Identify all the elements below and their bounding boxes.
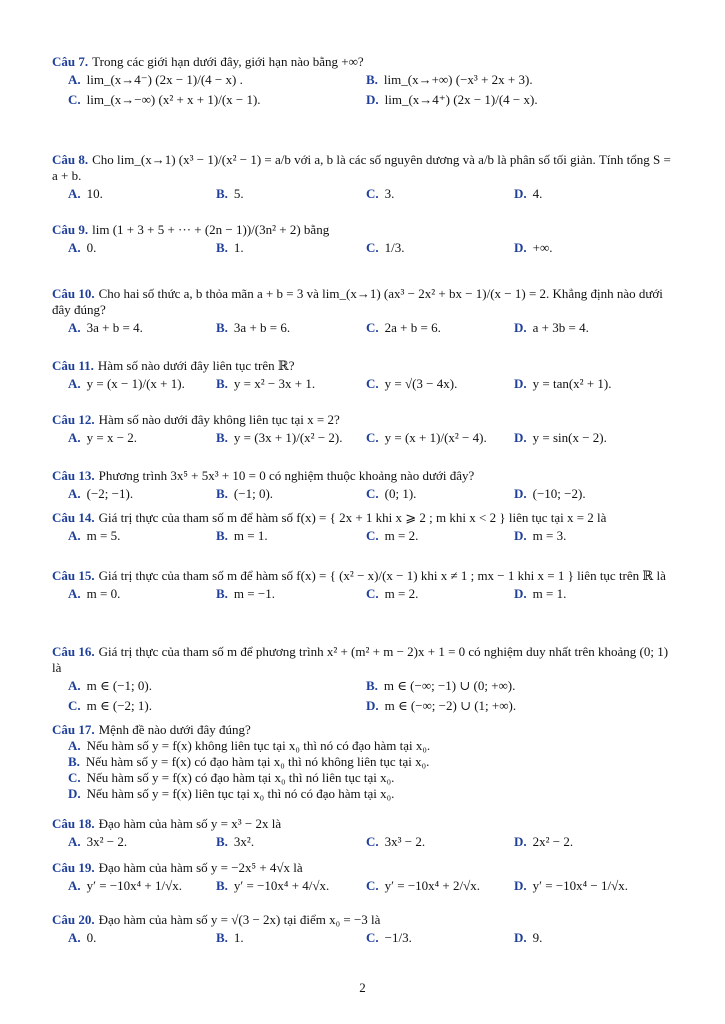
question-stem <box>52 222 677 238</box>
option-text: m = 0. <box>86 586 121 601</box>
option-label: B. <box>216 834 228 849</box>
option-label: A. <box>68 930 81 945</box>
answer-option <box>68 878 182 894</box>
option-label: B. <box>216 186 228 201</box>
question <box>52 568 677 604</box>
question-text: Cho hai số thức a, b thỏa mãn a + b = 3 và lim_(x→1) (ax³ − 2x² + bx − 1)/(x − 1) = 2. Khẳng định nào dưới đây đúng? <box>52 286 663 317</box>
question <box>52 54 677 110</box>
answer-option <box>366 240 405 256</box>
option-text: y = x − 2. <box>86 430 138 445</box>
answer-option <box>68 754 677 770</box>
options-row <box>52 698 677 716</box>
question-number: Câu 17. <box>52 722 95 737</box>
option-text: 1/3. <box>384 240 405 255</box>
option-text: 9. <box>532 930 543 945</box>
question-number: Câu 12. <box>52 412 95 427</box>
question-number: Câu 13. <box>52 468 95 483</box>
answer-option <box>216 376 315 392</box>
option-label: D. <box>366 92 379 107</box>
option-label: A. <box>68 376 81 391</box>
options-row <box>52 834 677 852</box>
option-label: C. <box>68 698 81 713</box>
question <box>52 644 677 716</box>
question-stem <box>52 912 677 928</box>
option-text: 1. <box>233 240 244 255</box>
option-label: D. <box>514 240 527 255</box>
option-label: B. <box>366 72 378 87</box>
answer-option <box>216 834 254 850</box>
answer-option <box>68 430 137 446</box>
option-label: B. <box>216 528 228 543</box>
option-label: D. <box>514 878 527 893</box>
answer-option <box>216 186 244 202</box>
question-text: Cho lim_(x→1) (x³ − 1)/(x² − 1) = a/b với a, b là các số nguyên dương và a/b là phân số tối giản. Tính tổng S = a + b. <box>52 152 671 183</box>
option-label: D. <box>514 834 527 849</box>
answer-option <box>68 320 143 336</box>
option-text: 3x² − 2. <box>86 834 128 849</box>
answer-option <box>216 486 273 502</box>
question-stem <box>52 54 677 70</box>
answer-option <box>216 240 244 256</box>
question-stem <box>52 816 677 832</box>
options-row <box>52 320 677 338</box>
option-label: A. <box>68 240 81 255</box>
answer-option <box>68 698 381 714</box>
options-row <box>52 930 677 948</box>
option-label: B. <box>216 376 228 391</box>
answer-option <box>366 186 394 202</box>
option-label: D. <box>366 698 379 713</box>
options-row <box>52 486 677 504</box>
option-label: C. <box>366 834 379 849</box>
option-text: m = 1. <box>233 528 268 543</box>
option-text: 5. <box>233 186 244 201</box>
option-label: C. <box>366 240 379 255</box>
question-number: Câu 7. <box>52 54 89 69</box>
option-text: m ∈ (−2; 1). <box>86 698 152 713</box>
question-text: Trong các giới hạn dưới đây, giới hạn nào bằng +∞? <box>92 54 364 69</box>
option-label: A. <box>68 878 81 893</box>
option-text: 3a + b = 4. <box>86 320 143 335</box>
answer-option <box>366 486 416 502</box>
option-label: D. <box>514 376 527 391</box>
answer-option <box>216 320 290 336</box>
option-label: D. <box>514 528 527 543</box>
options-row <box>52 528 677 546</box>
question-stem <box>52 860 677 876</box>
page-number: 2 <box>359 980 366 995</box>
option-label: A. <box>68 320 81 335</box>
answer-option <box>68 586 120 602</box>
option-label: B. <box>216 878 228 893</box>
option-label: D. <box>514 586 527 601</box>
answer-option <box>216 430 343 446</box>
option-label: A. <box>68 678 81 693</box>
option-text: 1. <box>233 930 244 945</box>
option-text: y = (x + 1)/(x² − 4). <box>384 430 487 445</box>
question-stem <box>52 644 677 676</box>
answer-option <box>514 376 612 392</box>
options-row <box>52 878 677 896</box>
option-text: 2x² − 2. <box>532 834 574 849</box>
option-text: 10. <box>86 186 103 201</box>
option-text: y′ = −10x⁴ + 1/√x. <box>86 878 183 893</box>
question-number: Câu 8. <box>52 152 89 167</box>
option-text: m = −1. <box>233 586 275 601</box>
answer-option <box>514 878 628 894</box>
question <box>52 912 677 948</box>
option-label: A. <box>68 72 81 87</box>
answer-option <box>514 320 589 336</box>
option-label: B. <box>216 930 228 945</box>
answer-option <box>514 834 573 850</box>
option-label: C. <box>366 878 379 893</box>
option-text: 0. <box>86 240 97 255</box>
option-text: m = 3. <box>532 528 567 543</box>
options-row <box>52 430 677 448</box>
answer-option <box>514 486 586 502</box>
option-label: C. <box>366 586 379 601</box>
answer-option <box>366 92 679 108</box>
question-stem <box>52 412 677 428</box>
option-label: B. <box>366 678 378 693</box>
question <box>52 860 677 896</box>
option-text: m = 1. <box>532 586 567 601</box>
option-text: lim_(x→4⁺) (2x − 1)/(4 − x). <box>384 92 538 107</box>
options-row <box>52 186 677 204</box>
answer-option <box>366 528 418 544</box>
question <box>52 816 677 852</box>
answer-option <box>366 834 425 850</box>
option-text: (−1; 0). <box>233 486 274 501</box>
option-text: y = sin(x − 2). <box>532 430 607 445</box>
option-text: m = 2. <box>384 586 419 601</box>
option-label: C. <box>366 930 379 945</box>
question-number: Câu 16. <box>52 644 95 659</box>
option-text: y = √(3 − 4x). <box>384 376 458 391</box>
option-text: (0; 1). <box>384 486 417 501</box>
answer-option <box>366 678 679 694</box>
option-label: A. <box>68 186 81 201</box>
answer-option <box>514 186 542 202</box>
option-label: B. <box>68 754 80 769</box>
option-label: C. <box>366 528 379 543</box>
question-number: Câu 19. <box>52 860 95 875</box>
question-stem <box>52 286 677 318</box>
options-list <box>52 738 677 802</box>
option-label: C. <box>366 186 379 201</box>
answer-option <box>68 528 120 544</box>
answer-option <box>366 586 418 602</box>
option-label: D. <box>514 320 527 335</box>
answer-option <box>366 698 679 714</box>
option-label: A. <box>68 738 81 753</box>
option-text: Nếu hàm số y = f(x) liên tục tại x₀ thì nó có đạo hàm tại x₀. <box>86 786 395 801</box>
answer-option <box>68 738 677 754</box>
answer-option <box>68 376 185 392</box>
question-number: Câu 15. <box>52 568 95 583</box>
question-number: Câu 11. <box>52 358 94 373</box>
answer-option <box>68 92 381 108</box>
option-label: D. <box>514 486 527 501</box>
option-text: Nếu hàm số y = f(x) không liên tục tại x₀ thì nó có đạo hàm tại x₀. <box>86 738 431 753</box>
option-text: 0. <box>86 930 97 945</box>
option-label: B. <box>216 320 228 335</box>
answer-option <box>68 72 381 88</box>
answer-option <box>514 240 553 256</box>
answer-option <box>514 930 542 946</box>
question-text: Giá trị thực của tham số m để phương trình x² + (m² + m − 2)x + 1 = 0 có nghiệm duy nhất trên khoảng (0; 1) là <box>52 644 669 675</box>
option-text: Nếu hàm số y = f(x) có đạo hàm tại x₀ thì nó không liên tục tại x₀. <box>85 754 430 769</box>
question <box>52 722 677 802</box>
question-text: lim (1 + 3 + 5 + ··· + (2n − 1))/(3n² + 2) bằng <box>92 222 330 237</box>
option-text: 3. <box>384 186 395 201</box>
option-text: m = 5. <box>86 528 121 543</box>
question-text: Đạo hàm của hàm số y = x³ − 2x là <box>98 816 282 831</box>
question-text: Hàm số nào dưới đây liên tục trên ℝ? <box>97 358 295 373</box>
option-text: Nếu hàm số y = f(x) có đạo hàm tại x₀ thì nó liên tục tại x₀. <box>86 770 395 785</box>
option-label: D. <box>514 430 527 445</box>
option-text: y = tan(x² + 1). <box>532 376 612 391</box>
option-text: 2a + b = 6. <box>384 320 441 335</box>
option-label: B. <box>216 486 228 501</box>
option-label: D. <box>514 930 527 945</box>
option-label: C. <box>366 376 379 391</box>
answer-option <box>366 430 487 446</box>
question-text: Đạo hàm của hàm số y = −2x⁵ + 4√x là <box>98 860 303 875</box>
question-stem <box>52 152 677 184</box>
answer-option <box>514 528 566 544</box>
question-text: Đạo hàm của hàm số y = √(3 − 2x) tại điểm x₀ = −3 là <box>98 912 381 927</box>
option-label: C. <box>366 320 379 335</box>
option-text: m ∈ (−∞; −2) ∪ (1; +∞). <box>384 698 517 713</box>
option-text: a + 3b = 4. <box>532 320 589 335</box>
option-label: A. <box>68 486 81 501</box>
option-text: m ∈ (−∞; −1) ∪ (0; +∞). <box>383 678 516 693</box>
question-number: Câu 9. <box>52 222 89 237</box>
question-text: Mệnh đề nào dưới đây đúng? <box>98 722 251 737</box>
answer-option <box>68 186 103 202</box>
option-text: y′ = −10x⁴ − 1/√x. <box>532 878 629 893</box>
option-text: 3x². <box>233 834 255 849</box>
option-text: 4. <box>532 186 543 201</box>
question-stem <box>52 510 677 526</box>
answer-option <box>68 240 96 256</box>
answer-option <box>68 486 133 502</box>
answer-option <box>68 786 677 802</box>
answer-option <box>216 528 268 544</box>
answer-option <box>514 430 607 446</box>
option-text: m ∈ (−1; 0). <box>86 678 152 693</box>
question-number: Câu 20. <box>52 912 95 927</box>
option-text: +∞. <box>532 240 553 255</box>
option-label: A. <box>68 528 81 543</box>
answer-option <box>68 834 127 850</box>
question <box>52 286 677 338</box>
question <box>52 152 677 204</box>
question <box>52 222 677 258</box>
option-text: −1/3. <box>384 930 412 945</box>
question-stem <box>52 468 677 484</box>
answer-option <box>514 586 566 602</box>
question-number: Câu 14. <box>52 510 95 525</box>
option-text: lim_(x→4⁻) (2x − 1)/(4 − x) . <box>86 72 243 87</box>
answer-option <box>366 878 480 894</box>
option-text: lim_(x→−∞) (x² + x + 1)/(x − 1). <box>86 92 261 107</box>
question <box>52 468 677 504</box>
question <box>52 510 677 546</box>
answer-option <box>68 770 677 786</box>
answer-option <box>366 930 412 946</box>
question-number: Câu 10. <box>52 286 95 301</box>
options-row <box>52 586 677 604</box>
option-text: y = (3x + 1)/(x² − 2). <box>233 430 343 445</box>
option-label: A. <box>68 586 81 601</box>
option-label: B. <box>216 430 228 445</box>
option-text: (−10; −2). <box>532 486 586 501</box>
answer-option <box>216 930 244 946</box>
option-label: D. <box>68 786 81 801</box>
option-text: lim_(x→+∞) (−x³ + 2x + 3). <box>383 72 533 87</box>
option-text: m = 2. <box>384 528 419 543</box>
option-label: C. <box>366 486 379 501</box>
option-text: (−2; −1). <box>86 486 134 501</box>
option-label: A. <box>68 430 81 445</box>
question-number: Câu 18. <box>52 816 95 831</box>
question-stem <box>52 722 677 738</box>
answer-option <box>68 678 381 694</box>
option-label: C. <box>68 770 81 785</box>
options-row <box>52 240 677 258</box>
option-text: y′ = −10x⁴ + 4/√x. <box>233 878 330 893</box>
answer-option <box>366 376 457 392</box>
option-label: B. <box>216 240 228 255</box>
option-label: C. <box>366 430 379 445</box>
option-text: y = x² − 3x + 1. <box>233 376 316 391</box>
question <box>52 358 677 394</box>
option-label: C. <box>68 92 81 107</box>
option-text: 3x³ − 2. <box>384 834 426 849</box>
options-row <box>52 92 677 110</box>
option-label: B. <box>216 586 228 601</box>
question <box>52 412 677 448</box>
question-text: Giá trị thực của tham số m để hàm số f(x) = { 2x + 1 khi x ⩾ 2 ; m khi x < 2 } liên tục tại x = 2 là <box>98 510 607 525</box>
answer-option <box>216 878 329 894</box>
question-text: Phương trình 3x⁵ + 5x³ + 10 = 0 có nghiệm thuộc khoảng nào dưới đây? <box>98 468 475 483</box>
answer-option <box>366 72 679 88</box>
option-label: D. <box>514 186 527 201</box>
options-row <box>52 72 677 90</box>
question-stem <box>52 358 677 374</box>
answer-option <box>68 930 96 946</box>
option-label: A. <box>68 834 81 849</box>
options-row <box>52 678 677 696</box>
answer-option <box>366 320 441 336</box>
question-text: Hàm số nào dưới đây không liên tục tại x = 2? <box>98 412 340 427</box>
options-row <box>52 376 677 394</box>
answer-option <box>216 586 275 602</box>
option-text: y′ = −10x⁴ + 2/√x. <box>384 878 481 893</box>
option-text: 3a + b = 6. <box>233 320 291 335</box>
question-text: Giá trị thực của tham số m để hàm số f(x) = { (x² − x)/(x − 1) khi x ≠ 1 ; mx − 1 khi x = 1 } liên tục trên ℝ là <box>98 568 666 583</box>
option-text: y = (x − 1)/(x + 1). <box>86 376 185 391</box>
question-stem <box>52 568 677 584</box>
